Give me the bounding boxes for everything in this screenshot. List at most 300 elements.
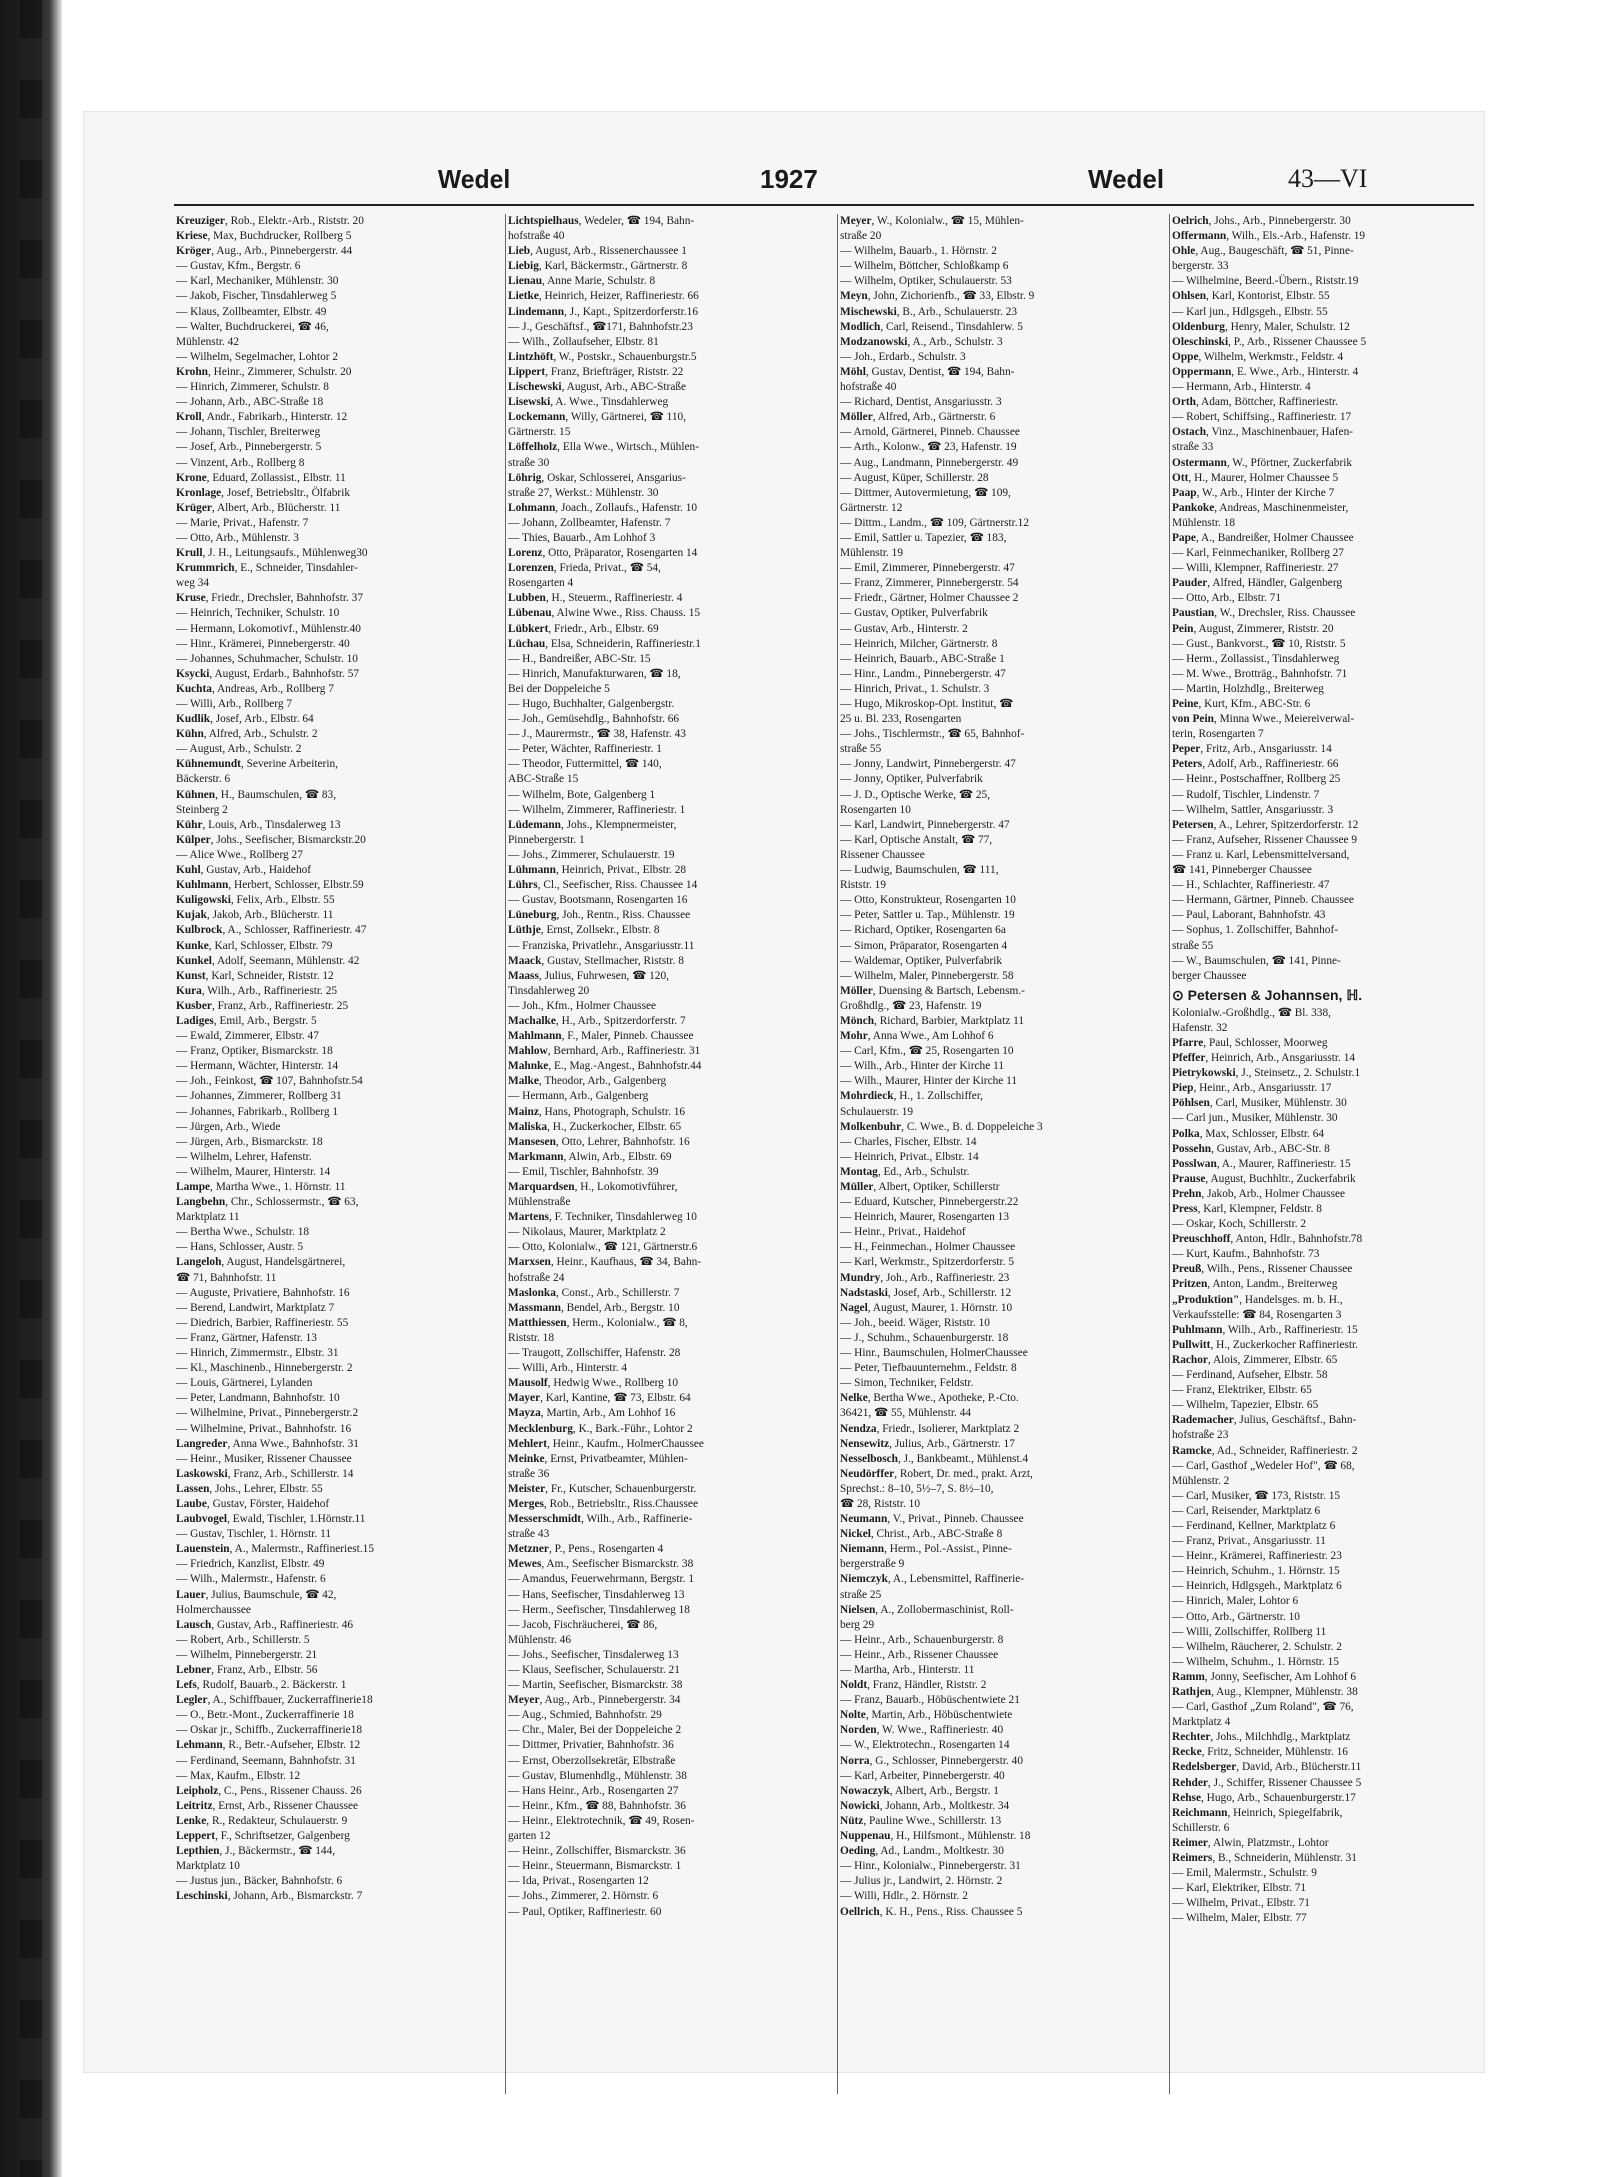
directory-entry-line: — Wilh., Zollaufseher, Elbstr. 81 — [508, 335, 659, 348]
entry-surname: Lefs — [176, 1679, 197, 1692]
directory-entry-line: — J., Schuhm., Schauenburgerstr. 18 — [840, 1331, 1009, 1344]
entry-surname: Lüneburg — [508, 909, 557, 922]
directory-entry-line: — August, Arb., Schulstr. 2 — [176, 743, 302, 756]
entry-surname: Nütz — [840, 1814, 864, 1827]
directory-entry-line: Möller, Duensing & Bartsch, Lebensm.- — [840, 984, 1025, 997]
entry-surname: Maslonka — [508, 1286, 556, 1299]
entry-surname: Peters — [1172, 758, 1203, 771]
directory-entry-line: Kröger, Aug., Arb., Pinnebergerstr. 44 — [176, 245, 353, 258]
entry-surname: Laskowski — [176, 1467, 228, 1480]
directory-entry-line: — Heinr., Musiker, Rissener Chaussee — [176, 1452, 352, 1465]
entry-surname: Krummrich — [176, 562, 235, 575]
entry-surname: Mohrdieck — [840, 1090, 894, 1103]
directory-entry-line: Kuhl, Gustav, Arb., Haidehof — [176, 864, 312, 877]
directory-entry-line: — Johs., Seefischer, Tinsdalerweg 13 — [508, 1648, 679, 1661]
entry-surname: Oleschinski — [1172, 335, 1229, 348]
entry-surname: Ostach — [1172, 426, 1207, 439]
directory-entry-line: — Joh., Erdarb., Schulstr. 3 — [840, 350, 966, 363]
directory-entry-line: weg 34 — [176, 577, 210, 590]
directory-entry-line: straße 20 — [840, 230, 882, 243]
directory-entry-line: — Friedrich, Kanzlist, Elbstr. 49 — [176, 1558, 325, 1571]
directory-entry-line: — Hinr., Kolonialw., Pinnebergerstr. 31 — [840, 1860, 1021, 1873]
header-town-left: Wedel — [437, 164, 511, 194]
directory-entry-line: — Martin, Holzhdlg., Breiterweg — [1172, 682, 1324, 695]
directory-entry-line: — Gustav, Optiker, Pulverfabrik — [840, 607, 988, 620]
directory-entry-line: — Wilhelm, Bauarb., 1. Hörnstr. 2 — [840, 245, 997, 258]
directory-entry-line: — Bertha Wwe., Schulstr. 18 — [176, 1226, 310, 1239]
directory-entry-line: Nesselbosch, J., Bankbeamt., Mühlenst.4 — [840, 1452, 1029, 1465]
directory-entry-line: — Wilhelm, Zimmerer, Raffineriestr. 1 — [508, 803, 686, 816]
directory-entry-line: Mahlow, Bernhard, Arb., Raffineriestr. 31 — [508, 1045, 701, 1058]
directory-entry-line: ☎ 141, Pinneberger Chaussee — [1172, 864, 1312, 877]
directory-entry-line: — Ida, Privat., Rosengarten 12 — [508, 1875, 649, 1888]
entry-surname: Mausolf — [508, 1377, 548, 1390]
entry-surname: Krohn — [176, 365, 208, 378]
directory-entry-line: Tinsdahlerweg 20 — [508, 984, 590, 997]
directory-entry-line: Paustian, W., Drechsler, Riss. Chaussee — [1172, 607, 1356, 620]
directory-entry-line: Bäckerstr. 6 — [176, 773, 231, 786]
directory-entry-line: Mayer, Karl, Kantine, ☎ 73, Elbstr. 64 — [508, 1392, 691, 1405]
directory-entry-line: — Richard, Dentist, Ansgariusstr. 3 — [840, 396, 1002, 409]
directory-entry-line: — Carl, Gasthof „Wedeler Hof", ☎ 68, — [1172, 1459, 1355, 1472]
entry-surname: Lenke — [176, 1814, 207, 1827]
entry-surname: Pfarre — [1172, 1036, 1204, 1049]
directory-entry-line: Rademacher, Julius, Geschäftsf., Bahn- — [1172, 1414, 1357, 1427]
column-4 — [1172, 214, 1476, 1927]
entry-surname: Müller — [840, 1181, 874, 1193]
directory-entry-line: Maslonka, Const., Arb., Schillerstr. 7 — [508, 1286, 680, 1299]
directory-entry-line: Mahlmann, F., Maler, Pinneb. Chaussee — [508, 1030, 694, 1043]
film-edge — [0, 0, 62, 2177]
directory-entry-line: — Dittmer, Autovermietung, ☎ 109, — [840, 486, 1011, 499]
directory-entry-line: Molkenbuhr, C. Wwe., B. d. Doppeleiche 3 — [840, 1120, 1043, 1133]
directory-entry-line: Hafenstr. 32 — [1172, 1021, 1228, 1034]
directory-entry-line: — Wilhelm, Optiker, Schulauerstr. 53 — [840, 275, 1012, 288]
directory-entry-line: — Karl, Landwirt, Pinnebergerstr. 47 — [840, 818, 1010, 831]
directory-entry-line: — Joh., beeid. Wäger, Riststr. 10 — [840, 1316, 990, 1329]
entry-surname: Kriese — [176, 230, 208, 243]
entry-surname: Redelsberger — [1172, 1761, 1237, 1774]
entry-surname: Kühr — [176, 818, 203, 831]
directory-entry-line: Meyn, John, Zichorienfb., ☎ 33, Elbstr. 9 — [840, 290, 1035, 303]
directory-entry-line: Kolonialw.-Großhdlg., ☎ Bl. 338, — [1172, 1006, 1331, 1019]
entry-surname: Kudlik — [176, 713, 211, 726]
directory-entry-line: Nickel, Christ., Arb., ABC-Straße 8 — [840, 1528, 1003, 1541]
directory-entry-line: Lübkert, Friedr., Arb., Elbstr. 69 — [508, 622, 659, 635]
directory-entry-line: Lienau, Anne Marie, Schulstr. 8 — [508, 275, 656, 288]
directory-entry-line: Peters, Adolf, Arb., Raffineriestr. 66 — [1172, 758, 1339, 771]
directory-entry-line: — Joh., Gemüsehdlg., Bahnhofstr. 66 — [508, 713, 680, 726]
directory-entry-line: — Dittm., Landm., ☎ 109, Gärtnerstr.12 — [840, 516, 1029, 529]
directory-entry-line: Nielsen, A., Zollobermaschinist, Roll- — [840, 1603, 1014, 1616]
directory-entry-line: straße 36 — [508, 1467, 550, 1480]
directory-entry-line: Kusber, Franz, Arb., Raffineriestr. 25 — [176, 999, 349, 1012]
directory-entry-line: Lebner, Franz, Arb., Elbstr. 56 — [176, 1664, 318, 1676]
directory-entry-line: Messerschmidt, Wilh., Arb., Raffinerie- — [508, 1513, 693, 1526]
entry-surname: Niemann — [840, 1543, 885, 1556]
entry-surname: Ostermann — [1172, 456, 1227, 469]
directory-entry-line: — Ferdinand, Seemann, Bahnhofstr. 31 — [176, 1754, 356, 1767]
entry-surname: Mecklenburg — [508, 1422, 573, 1435]
entry-surname: Möller — [840, 984, 873, 997]
directory-entry-line: Rosengarten 10 — [840, 803, 911, 816]
entry-surname: Möller — [840, 411, 873, 424]
directory-entry-line: — Johannes, Zimmerer, Rollberg 31 — [176, 1090, 342, 1103]
directory-entry-line: Ladiges, Emil, Arb., Bergstr. 5 — [176, 1014, 317, 1027]
directory-entry-line: Pankoke, Andreas, Maschinenmeister, — [1172, 501, 1349, 514]
directory-entry-line: — August, Küper, Schillerstr. 28 — [840, 471, 989, 484]
directory-entry-line: — Otto, Konstrukteur, Rosengarten 10 — [840, 894, 1016, 907]
directory-entry-line: Mewes, Am., Seefischer Bismarckstr. 38 — [508, 1558, 694, 1571]
entry-surname: Kühnemundt — [176, 758, 241, 771]
directory-entry-line: — Hermann, Arb., Galgenberg — [508, 1090, 649, 1103]
directory-entry-line: Lubben, H., Steuerm., Raffineriestr. 4 — [508, 592, 683, 605]
directory-entry-line: Mühlenstr. 46 — [508, 1633, 572, 1646]
directory-entry-line: Mühlenstr. 2 — [1172, 1474, 1230, 1487]
directory-entry-line: — Heinrich, Bauarb., ABC-Straße 1 — [840, 652, 1005, 665]
entry-surname: Prehn — [1172, 1187, 1202, 1200]
directory-entry-line: — Hermann, Lokomotivf., Mühlenstr.40 — [176, 622, 361, 635]
directory-entry-line: straße 33 — [1172, 441, 1214, 454]
directory-entry-line: — Jürgen, Arb., Wiede — [176, 1120, 281, 1133]
directory-entry-line: Rechter, Johs., Milchhdlg., Marktplatz — [1172, 1731, 1351, 1744]
directory-entry-line: — Auguste, Privatiere, Bahnhofstr. 16 — [176, 1286, 350, 1299]
directory-entry-line: Nendza, Friedr., Isolierer, Marktplatz 2 — [840, 1422, 1020, 1435]
entry-surname: Markmann — [508, 1150, 564, 1163]
film-band — [20, 0, 42, 2177]
directory-entry-line: Meister, Fr., Kutscher, Schauenburgerstr. — [508, 1482, 697, 1495]
directory-entry-line: Preuschhoff, Anton, Hdlr., Bahnhofstr.78 — [1172, 1233, 1363, 1246]
directory-entry-line: Ksycki, August, Erdarb., Bahnhofstr. 57 — [176, 667, 360, 680]
directory-entry-line: Reichmann, Heinrich, Spiegelfabrik, — [1172, 1806, 1343, 1819]
entry-surname: Peine — [1172, 698, 1199, 710]
directory-entry-line: Laube, Gustav, Förster, Haidehof — [176, 1497, 330, 1510]
directory-entry-line: — Hinrich, Zimmerer, Schulstr. 8 — [176, 381, 329, 394]
directory-entry-line: Möller, Alfred, Arb., Gärtnerstr. 6 — [840, 411, 996, 424]
entry-surname: Reimers — [1172, 1852, 1213, 1865]
directory-entry-line: — Johs., Zimmerer, Schulauerstr. 19 — [508, 848, 675, 861]
directory-entry-line: — Hinrich, Zimmermstr., Elbstr. 31 — [176, 1347, 339, 1360]
directory-entry-line: — Franz, Gärtner, Hafenstr. 13 — [176, 1331, 317, 1344]
directory-entry-line: Nensewitz, Julius, Arb., Gärtnerstr. 17 — [840, 1437, 1015, 1450]
directory-entry-line: — Heinr., Zollschiffer, Bismarckstr. 36 — [508, 1845, 686, 1858]
directory-entry-line: — Peter, Sattler u. Tap., Mühlenstr. 19 — [840, 909, 1015, 922]
column-separator — [1169, 214, 1170, 2094]
directory-entry-line: Lüthje, Ernst, Zollsekr., Elbstr. 8 — [508, 924, 660, 937]
entry-surname: Preuß — [1172, 1263, 1202, 1276]
directory-entry-line: „Produktion", Handelsges. m. b. H., — [1172, 1293, 1343, 1306]
directory-entry-line: Lehmann, R., Betr.-Aufseher, Elbstr. 12 — [176, 1739, 361, 1752]
entry-surname: Langeloh — [176, 1256, 222, 1269]
directory-entry-line: Lohmann, Joach., Zollaufs., Hafenstr. 10 — [508, 501, 698, 514]
directory-entry-line: — Willi, Klempner, Raffineriestr. 27 — [1172, 562, 1339, 575]
entry-surname: Mahnke — [508, 1060, 549, 1073]
entry-surname: Laube — [176, 1497, 207, 1510]
directory-entry-line: Kuhlmann, Herbert, Schlosser, Elbstr.59 — [176, 879, 364, 892]
directory-entry-line: — J., Maurermstr., ☎ 38, Hafenstr. 43 — [508, 728, 686, 741]
directory-entry-line: Reimers, B., Schneiderin, Mühlenstr. 31 — [1172, 1852, 1357, 1865]
entry-surname: Neudörffer — [840, 1467, 895, 1480]
directory-entry-line: — Heinr., Kfm., ☎ 88, Bahnhofstr. 36 — [508, 1799, 686, 1812]
directory-entry-line: Mohr, Anna Wwe., Am Lohhof 6 — [840, 1030, 994, 1043]
directory-entry-line: bergerstraße 9 — [840, 1558, 905, 1571]
entry-surname: Lehmann — [176, 1739, 223, 1752]
directory-entry-line: — Heinrich, Maurer, Rosengarten 13 — [840, 1211, 1010, 1224]
entry-surname: Machalke — [508, 1014, 556, 1027]
directory-entry-line: — Franz, Privat., Ansgariusstr. 11 — [1172, 1535, 1326, 1548]
entry-surname: Offermann — [1172, 230, 1227, 243]
directory-entry-line: — Hermann, Gärtner, Pinneb. Chaussee — [1172, 894, 1354, 907]
entry-surname: Lorenz — [508, 547, 543, 560]
directory-entry-line: Nagel, August, Maurer, 1. Hörnstr. 10 — [840, 1301, 1013, 1314]
directory-entry-line: Oelrich, Johs., Arb., Pinnebergerstr. 30 — [1172, 215, 1351, 227]
directory-entry-line: Possehn, Gustav, Arb., ABC-Str. 8 — [1172, 1142, 1330, 1155]
directory-entry-line: Kriese, Max, Buchdrucker, Rollberg 5 — [176, 230, 352, 243]
directory-entry-line: — Peter, Wächter, Raffineriestr. 1 — [508, 743, 662, 756]
directory-entry-line: Leipholz, C., Pens., Rissener Chauss. 26 — [176, 1784, 362, 1797]
entry-surname: Mansesen — [508, 1135, 556, 1148]
directory-entry-line: — Willi, Zollschiffer, Rollberg 11 — [1172, 1625, 1327, 1638]
directory-entry-line: — Gustav, Tischler, 1. Hörnstr. 11 — [176, 1528, 332, 1541]
directory-entry-line: Rehder, J., Schiffer, Rissener Chaussee 5 — [1172, 1776, 1362, 1789]
entry-surname: Oellrich — [840, 1905, 880, 1918]
directory-entry-line: — Gustav, Kfm., Bergstr. 6 — [176, 260, 301, 273]
directory-entry-line: straße 43 — [508, 1528, 550, 1541]
entry-surname: Lietke — [508, 290, 539, 303]
directory-entry-line: Nelke, Bertha Wwe., Apotheke, P.-Cto. — [840, 1392, 1019, 1405]
entry-surname: Merges — [508, 1497, 544, 1510]
directory-entry-line: Recke, Fritz, Schneider, Mühlenstr. 16 — [1172, 1746, 1348, 1759]
directory-entry-line: Schulauerstr. 19 — [840, 1105, 914, 1118]
entry-surname: Pietrykowski — [1172, 1067, 1236, 1080]
entry-surname: Piep — [1172, 1082, 1194, 1095]
directory-entry-line: — Wilhelm, Tapezier, Elbstr. 65 — [1172, 1399, 1319, 1412]
directory-entry-line: Riststr. 18 — [508, 1331, 555, 1344]
entry-surname: Leipholz — [176, 1784, 219, 1797]
directory-entry-line: — Hinrich, Privat., 1. Schulstr. 3 — [840, 682, 990, 695]
directory-entry-line: — H., Feinmechan., Holmer Chaussee — [840, 1241, 1016, 1254]
directory-entry-line: straße 27, Werkst.: Mühlenstr. 30 — [508, 486, 659, 499]
directory-entry-line: — Theodor, Futtermittel, ☎ 140, — [508, 758, 662, 771]
directory-entry-line: Marxsen, Heinr., Kaufhaus, ☎ 34, Bahn- — [508, 1256, 702, 1269]
directory-entry-line: Marquardsen, H., Lokomotivführer, — [508, 1181, 678, 1193]
directory-entry-line: — Rudolf, Tischler, Lindenstr. 7 — [1172, 788, 1320, 801]
directory-entry-line: Montag, Ed., Arb., Schulstr. — [840, 1165, 970, 1178]
entry-surname: Reichmann — [1172, 1806, 1228, 1819]
directory-entry-line: — Heinr., Elektrotechnik, ☎ 49, Rosen- — [508, 1814, 695, 1827]
entry-surname: Lepthien — [176, 1845, 220, 1858]
directory-entry-line: Oppermann, E. Wwe., Arb., Hinterstr. 4 — [1172, 365, 1359, 378]
directory-entry-line: — Jakob, Fischer, Tinsdahlerweg 5 — [176, 290, 337, 303]
directory-entry-line: Pinnebergerstr. 1 — [508, 833, 585, 846]
directory-entry-line: Lippert, Franz, Briefträger, Riststr. 22 — [508, 365, 684, 378]
directory-entry-line: Lenke, R., Redakteur, Schulauerstr. 9 — [176, 1814, 348, 1827]
directory-entry-line: — Willi, Arb., Hinterstr. 4 — [508, 1362, 628, 1375]
entry-surname: Posslwan — [1172, 1157, 1217, 1170]
directory-entry-line: Meyer, Aug., Arb., Pinnebergerstr. 34 — [508, 1694, 681, 1707]
directory-entry-line: Langbehn, Chr., Schlossermstr., ☎ 63, — [176, 1196, 359, 1209]
directory-entry-line: — Willi, Hdlr., 2. Hörnstr. 2 — [840, 1890, 968, 1903]
directory-entry-line: bergerstr. 33 — [1172, 260, 1229, 273]
header-rule — [174, 204, 1474, 206]
directory-entry-line: Lepthien, J., Bäckermstr., ☎ 144, — [176, 1845, 336, 1858]
entry-surname: Mewes — [508, 1558, 542, 1571]
directory-entry-line: Paap, W., Arb., Hinter der Kirche 7 — [1172, 486, 1335, 499]
directory-entry-line: — Heinrich, Privat., Elbstr. 14 — [840, 1150, 979, 1163]
directory-entry-line: Pfeffer, Heinrich, Arb., Ansgariusstr. 14 — [1172, 1052, 1356, 1065]
directory-entry-line: — Heinr., Arb., Rissener Chaussee — [840, 1648, 999, 1661]
directory-entry-line: — Heinr., Steuermann, Bismarckstr. 1 — [508, 1860, 682, 1873]
entry-surname: Kujak — [176, 909, 207, 922]
entry-surname: Lockemann — [508, 411, 566, 424]
directory-entry-line: — Josef, Arb., Pinnebergerstr. 5 — [176, 441, 322, 454]
directory-entry-line: Petersen, A., Lehrer, Spitzerdorferstr. 12 — [1172, 818, 1359, 831]
directory-entry-line: Legler, A., Schiffbauer, Zuckerraffinerie18 — [176, 1694, 373, 1707]
directory-entry-line: Lampe, Martha Wwe., 1. Hörnstr. 11 — [176, 1181, 346, 1193]
directory-entry-line: Mayza, Martin, Arb., Am Lohhof 16 — [508, 1407, 676, 1420]
entry-surname: Kröger — [176, 245, 212, 258]
directory-entry-line: — Emil, Sattler u. Tapezier, ☎ 183, — [840, 531, 1007, 544]
entry-surname: Nowaczyk — [840, 1784, 890, 1797]
directory-entry-line: Nolte, Martin, Arb., Höbüschentwiete — [840, 1709, 1013, 1722]
directory-entry-line: Pauder, Alfred, Händler, Galgenberg — [1172, 577, 1343, 590]
directory-entry-line: — Otto, Kolonialw., ☎ 121, Gärtnerstr.6 — [508, 1241, 698, 1254]
directory-entry-line: Modlich, Carl, Reisend., Tinsdahlerw. 5 — [840, 320, 1023, 333]
directory-entry-line: Oellrich, K. H., Pens., Riss. Chaussee 5 — [840, 1905, 1023, 1918]
directory-entry-line: Preuß, Wilh., Pens., Rissener Chaussee — [1172, 1263, 1353, 1276]
directory-entry-line: — Waldemar, Optiker, Pulverfabrik — [840, 954, 1003, 967]
directory-entry-line: Lintzhöft, W., Postskr., Schauenburgstr.5 — [508, 350, 697, 363]
entry-surname: „Produktion" — [1172, 1293, 1240, 1306]
directory-entry-line: — Otto, Arb., Gärtnerstr. 10 — [1172, 1610, 1300, 1623]
directory-entry-line: — Arth., Kolonw., ☎ 23, Hafenstr. 19 — [840, 441, 1017, 454]
directory-entry-line: Maass, Julius, Fuhrwesen, ☎ 120, — [508, 969, 669, 982]
directory-entry-line: — Wilhelm, Pinnebergerstr. 21 — [176, 1648, 318, 1661]
directory-entry-line: — Martin, Seefischer, Bismarckstr. 38 — [508, 1679, 683, 1692]
entry-surname: Mönch — [840, 1014, 875, 1027]
entry-surname: Kusber — [176, 999, 212, 1012]
directory-entry-line: — Julius jr., Landwirt, 2. Hörnstr. 2 — [840, 1875, 1003, 1888]
directory-entry-line: — Martha, Arb., Hinterstr. 11 — [840, 1664, 975, 1676]
directory-entry-line: — Wilhelm, Maurer, Hinterstr. 14 — [176, 1165, 331, 1178]
column-3 — [840, 214, 1164, 1920]
directory-entry-line: — Carl, Reisender, Marktplatz 6 — [1172, 1504, 1321, 1517]
directory-entry-line: Möhl, Gustav, Dentist, ☎ 194, Bahn- — [840, 365, 1015, 378]
directory-entry-line: — Johann, Zollbeamter, Hafenstr. 7 — [508, 516, 671, 529]
directory-entry-line: Metzner, P., Pens., Rosengarten 4 — [508, 1543, 664, 1556]
directory-entry-line: Meyer, W., Kolonialw., ☎ 15, Mühlen- — [840, 215, 1024, 227]
entry-surname: Rathjen — [1172, 1686, 1212, 1698]
directory-entry-line: Kunst, Karl, Schneider, Riststr. 12 — [176, 969, 334, 982]
page-header — [84, 164, 1484, 204]
header-town-right: Wedel — [1088, 164, 1165, 194]
directory-entry-line: — Wilhelm, Segelmacher, Lohtor 2 — [176, 350, 339, 363]
directory-entry-line: — W., Baumschulen, ☎ 141, Pinne- — [1172, 954, 1341, 967]
directory-entry-line: Kühnemundt, Severine Arbeiterin, — [176, 758, 338, 771]
entry-surname: Nelke — [840, 1392, 868, 1405]
entry-surname: Nuppenau — [840, 1830, 891, 1843]
directory-entry-line: — Franz, Optiker, Bismarckstr. 18 — [176, 1045, 333, 1058]
entry-surname: Löffelholz — [508, 441, 558, 454]
entry-surname: Mahlmann — [508, 1030, 562, 1043]
entry-surname: Lampe — [176, 1181, 211, 1193]
entry-surname: Neumann — [840, 1513, 888, 1526]
directory-entry-line: — Hermann, Wächter, Hinterstr. 14 — [176, 1060, 339, 1073]
directory-entry-line: Press, Karl, Klempner, Feldstr. 8 — [1172, 1203, 1322, 1215]
entry-surname: Ramcke — [1172, 1444, 1212, 1457]
directory-entry-line: Redelsberger, David, Arb., Blücherstr.11 — [1172, 1761, 1362, 1774]
entry-surname: Kühn — [176, 728, 204, 741]
entry-surname: Meister — [508, 1482, 546, 1495]
directory-entry-line: Kruse, Friedr., Drechsler, Bahnhofstr. 37 — [176, 592, 364, 605]
entry-surname: Kunke — [176, 939, 209, 952]
directory-entry-line: — Jacob, Fischräucherei, ☎ 86, — [508, 1618, 658, 1631]
entry-surname: Mischewski — [840, 305, 897, 318]
directory-entry-line: Kudlik, Josef, Arb., Elbstr. 64 — [176, 713, 314, 726]
entry-surname: Metzner — [508, 1543, 549, 1556]
entry-surname: Oeding — [840, 1845, 876, 1858]
directory-entry-line: Mühlenstr. 18 — [1172, 516, 1236, 529]
directory-entry-line: — Marie, Privat., Hafenstr. 7 — [176, 516, 309, 529]
entry-surname: Lauer — [176, 1588, 206, 1601]
directory-entry-line: Orth, Adam, Böttcher, Raffineriestr. — [1172, 396, 1338, 409]
directory-entry-line: Großhdlg., ☎ 23, Hafenstr. 19 — [840, 999, 982, 1012]
entry-surname: Norra — [840, 1754, 870, 1767]
entry-surname: Lebner — [176, 1664, 212, 1676]
directory-entry-line: — Johann, Arb., ABC-Straße 18 — [176, 396, 324, 409]
directory-entry-line: Schillerstr. 6 — [1172, 1821, 1230, 1834]
entry-surname: Kura — [176, 984, 202, 997]
directory-entry-line: Norra, G., Schlosser, Pinnebergerstr. 40 — [840, 1754, 1024, 1767]
directory-entry-line: — Carl, Kfm., ☎ 25, Rosengarten 10 — [840, 1045, 1014, 1058]
directory-entry-line: Maliska, H., Zuckerkocher, Elbstr. 65 — [508, 1120, 682, 1133]
directory-entry-line: ABC-Straße 15 — [508, 773, 579, 786]
entry-surname: Paap — [1172, 486, 1197, 499]
directory-entry-line: Laubvogel, Ewald, Tischler, 1.Hörnstr.11 — [176, 1513, 366, 1526]
entry-surname: Nadstaski — [840, 1286, 888, 1299]
directory-entry-line: — O., Betr.-Mont., Zuckerraffinerie 18 — [176, 1709, 354, 1722]
entry-surname: Mundry — [840, 1271, 881, 1284]
entry-surname: Meinke — [508, 1452, 545, 1465]
directory-entry-line: Krummrich, E., Schneider, Tinsdahler- — [176, 562, 358, 575]
directory-entry-line: Noldt, Franz, Händler, Riststr. 2 — [840, 1679, 987, 1692]
entry-surname: Lüthje — [508, 924, 541, 937]
directory-entry-line: — Aug., Schmied, Bahnhofstr. 29 — [508, 1709, 662, 1722]
directory-entry-line: — Diedrich, Barbier, Raffineriestr. 55 — [176, 1316, 349, 1329]
directory-entry-line: Rissener Chaussee — [840, 848, 925, 861]
entry-surname: Nickel — [840, 1528, 871, 1541]
directory-entry-line: Nuppenau, H., Hilfsmont., Mühlenstr. 18 — [840, 1830, 1031, 1843]
directory-entry-line: Liebig, Karl, Bäckermstr., Gärtnerstr. 8 — [508, 260, 688, 273]
directory-entry-line: — Arnold, Gärtnerei, Pinneb. Chaussee — [840, 426, 1020, 439]
directory-entry-line: — M. Wwe., Brotträg., Bahnhofstr. 71 — [1172, 667, 1348, 680]
entry-surname: Modlich — [840, 320, 881, 333]
directory-entry-line: Löffelholz, Ella Wwe., Wirtsch., Mühlen- — [508, 441, 699, 454]
directory-entry-line: Merges, Rob., Betriebsltr., Riss.Chaussee — [508, 1497, 698, 1510]
entry-surname: Ladiges — [176, 1014, 214, 1027]
header-year: 1927 — [760, 164, 818, 194]
directory-entry-line: — Wilh., Arb., Hinter der Kirche 11 — [840, 1060, 1004, 1073]
directory-entry-line: Meinke, Ernst, Privatbeamter, Mühlen- — [508, 1452, 688, 1465]
entry-surname: Oelrich — [1172, 215, 1209, 227]
directory-entry-line: terin, Rosengarten 7 — [1172, 728, 1264, 741]
directory-entry-line: — Richard, Optiker, Rosengarten 6a — [840, 924, 1006, 937]
directory-entry-line: — Charles, Fischer, Elbstr. 14 — [840, 1135, 977, 1148]
entry-surname: Lindemann — [508, 305, 565, 318]
entry-surname: Press — [1172, 1203, 1198, 1215]
directory-entry-line: Nütz, Pauline Wwe., Schillerstr. 13 — [840, 1814, 1002, 1827]
directory-entry-line: Oppe, Wilhelm, Werkmstr., Feldstr. 4 — [1172, 350, 1344, 363]
